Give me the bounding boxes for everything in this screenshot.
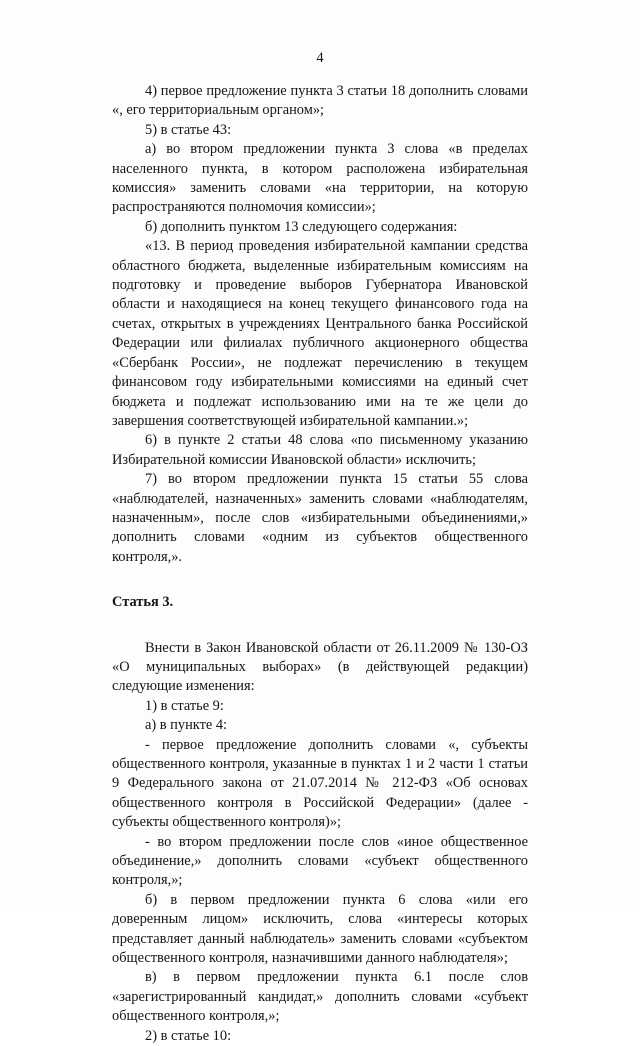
paragraph-item-4: 4) первое предложение пункта 3 статьи 18 дополнить словами «, его территориальным органом»; xyxy=(112,83,528,119)
paragraph-intro: Внести в Закон Ивановской области от 26.11.2009 № 130-ОЗ «О муниципальных выборах» (в действующей редакции) следующие изменения: xyxy=(112,639,528,695)
page-number: 4 xyxy=(316,50,324,66)
paragraph-item-5b: б) дополнить пунктом 13 следующего содержания: xyxy=(145,218,458,235)
paragraph-item-13-quote: «13. В период проведения избирательной кампании средства областного бюджета, выделенные избирательным комиссиям на подготовку и проведение выборов Губернатора Ивановской области и находящиеся на конец текущего финансового года на счетах, открытых в учреждениях Центрального банка Российской Федерации или филиалах публичного акционерного общества «Сбербанк России», не подлежат перечислению в текущем финансовом году избирательными комиссиями на единый счет бюджета и подлежат использованию ими на те же цели до завершения соответствующей избирательной кампании.»; xyxy=(112,238,528,429)
document-body xyxy=(112,82,528,1046)
paragraph-dash-1: - первое предложение дополнить словами «, субъекты общественного контроля, указанные в пунктах 1 и 2 части 1 статьи 9 Федерального закона от 21.07.2014 № 212-ФЗ «Об основах общественного контроля в Российской Федерации» (далее - субъекты общественного контроля)»; xyxy=(112,736,528,831)
paragraph-item-1v: в) в первом предложении пункта 6.1 после слов «зарегистрированный кандидат,» дополнить словами «субъект общественного контроля,»; xyxy=(112,969,528,1025)
paragraph-item-1: 1) в статье 9: xyxy=(145,697,224,714)
paragraph-item-7: 7) во втором предложении пункта 15 статьи 55 слова «наблюдателей, назначенных» заменить словами «наблюдателям, назначенным», после слов «избирательными объединениями,» дополнить словами «одним из субъектов общественного контроля,». xyxy=(112,471,528,565)
paragraph-item-1a: а) в пункте 4: xyxy=(145,717,228,734)
paragraph-item-5a: а) во втором предложении пункта 3 слова «в пределах населенного пункта, в котором расположена избирательная комиссия» заменить словами «на территории, на которую распространяются полномочия комиссии»; xyxy=(112,141,528,216)
spacer xyxy=(112,613,528,639)
paragraph-item-1b: б) в первом предложении пункта 6 слова «или его доверенным лицом» исключить, слова «интересы которых представляет данный наблюдатель» заменить словами «субъектом общественного контроля, назначившими данного наблюдателя»; xyxy=(112,891,528,967)
paragraph-item-5: 5) в статье 43: xyxy=(145,121,232,138)
paragraph-item-2: 2) в статье 10: xyxy=(145,1027,232,1044)
paragraph-dash-2: - во втором предложении после слов «иное общественное объединение,» дополнить словами «субъект общественного контроля,»; xyxy=(112,833,528,889)
paragraph-item-6: 6) в пункте 2 статьи 48 слова «по письменному указанию Избирательной комиссии Ивановской области» исключить; xyxy=(112,432,528,468)
spacer xyxy=(112,567,528,593)
article-heading: Статья 3. xyxy=(112,594,174,611)
